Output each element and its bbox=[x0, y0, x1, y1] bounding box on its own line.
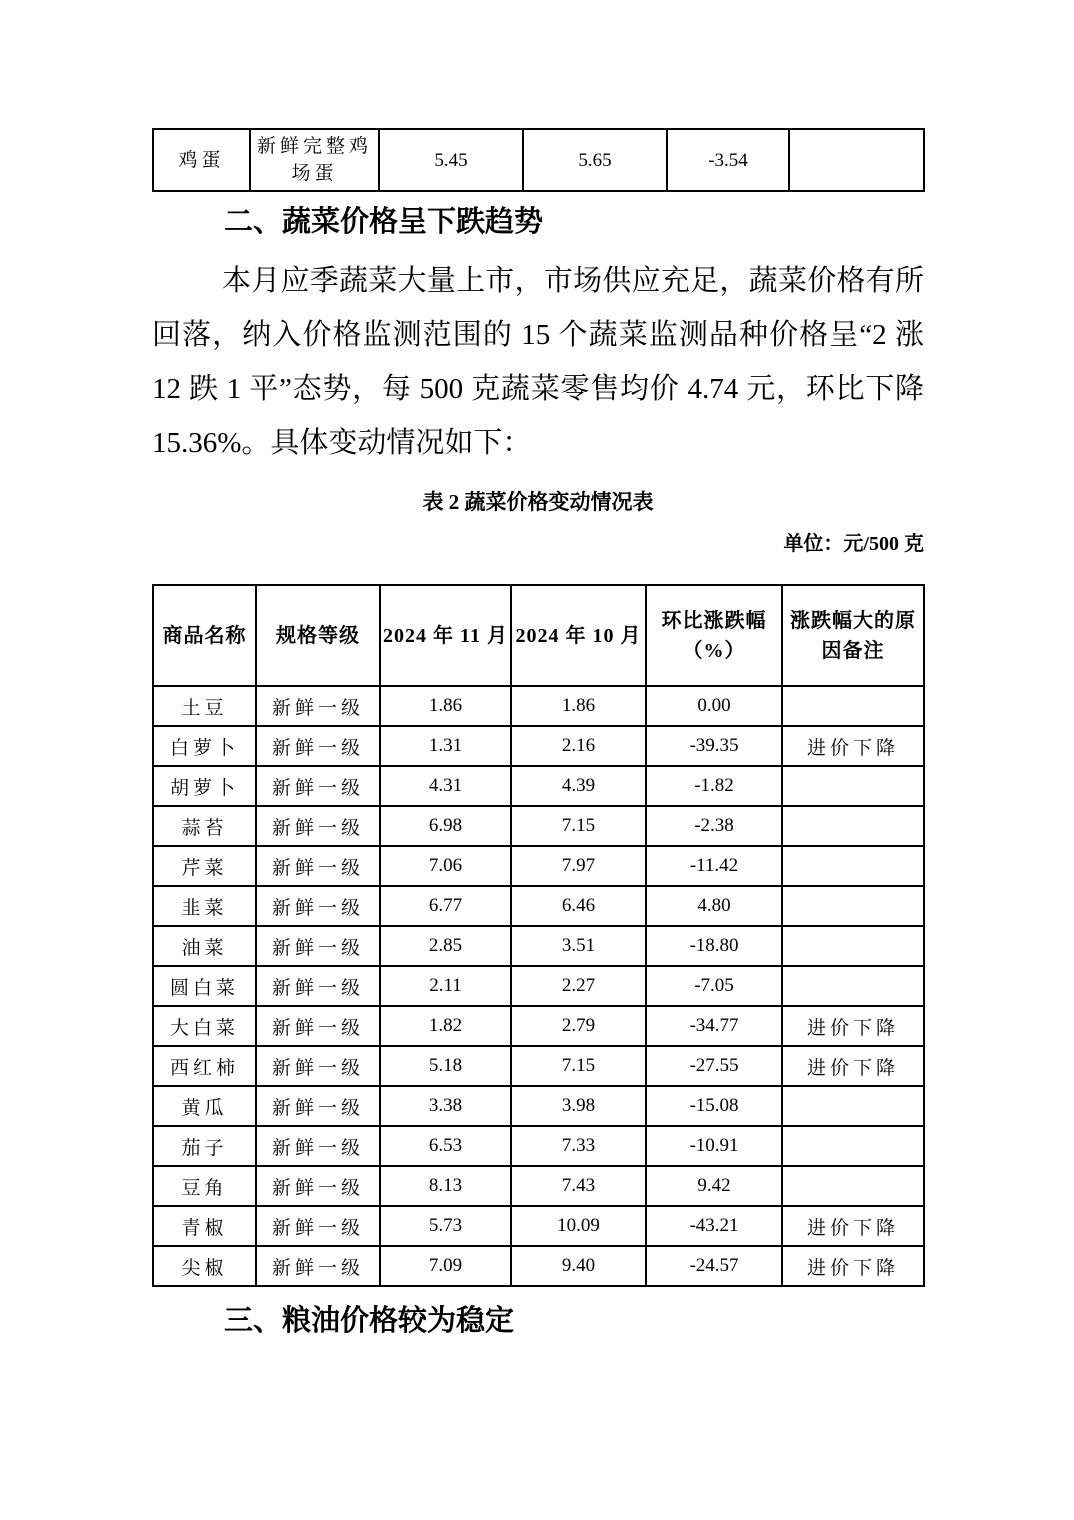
spec-grade-cell: 新鲜一级 bbox=[256, 686, 380, 726]
change-percent-cell: 0.00 bbox=[646, 686, 782, 726]
table-row bbox=[153, 966, 924, 1006]
change-percent-cell: -10.91 bbox=[646, 1126, 782, 1166]
spec-grade-cell: 新鲜一级 bbox=[256, 846, 380, 886]
table-row bbox=[153, 846, 924, 886]
reason-cell bbox=[782, 1126, 924, 1166]
price-current-cell: 1.86 bbox=[380, 686, 511, 726]
price-current-cell: 1.82 bbox=[380, 1006, 511, 1046]
change-percent-cell: -43.21 bbox=[646, 1206, 782, 1246]
spec-grade-cell: 新鲜一级 bbox=[256, 886, 380, 926]
price-current-cell: 7.06 bbox=[380, 846, 511, 886]
price-current-cell: 4.31 bbox=[380, 766, 511, 806]
price-previous-cell: 3.51 bbox=[511, 926, 646, 966]
product-name-cell: 茄子 bbox=[153, 1126, 256, 1166]
price-current-cell: 6.98 bbox=[380, 806, 511, 846]
change-percent-cell: -2.38 bbox=[646, 806, 782, 846]
price-current-cell: 3.38 bbox=[380, 1086, 511, 1126]
product-name-cell: 油菜 bbox=[153, 926, 256, 966]
product-name-cell: 圆白菜 bbox=[153, 966, 256, 1006]
spec-grade-cell: 新鲜一级 bbox=[256, 966, 380, 1006]
reason-cell: 进价下降 bbox=[782, 726, 924, 766]
change-percent-cell: -34.77 bbox=[646, 1006, 782, 1046]
price-current-cell: 7.09 bbox=[380, 1246, 511, 1286]
price-current-cell: 5.45 bbox=[379, 129, 523, 191]
price-current-cell: 1.31 bbox=[380, 726, 511, 766]
price-current-cell: 8.13 bbox=[380, 1166, 511, 1206]
column-header-price-previous: 2024 年 10 月 bbox=[511, 585, 646, 686]
reason-cell bbox=[782, 806, 924, 846]
price-previous-cell: 7.43 bbox=[511, 1166, 646, 1206]
price-current-cell: 2.85 bbox=[380, 926, 511, 966]
table-2-title: 表 2 蔬菜价格变动情况表 bbox=[422, 490, 654, 514]
column-header-reason: 涨跌幅大的原因备注 bbox=[782, 585, 924, 686]
price-previous-cell: 2.16 bbox=[511, 726, 646, 766]
spec-grade-cell: 新鲜一级 bbox=[256, 726, 380, 766]
price-previous-cell: 1.86 bbox=[511, 686, 646, 726]
change-percent-cell: -1.82 bbox=[646, 766, 782, 806]
table-row bbox=[153, 766, 924, 806]
spec-grade-cell: 新鲜一级 bbox=[256, 1126, 380, 1166]
spec-grade-cell: 新鲜一级 bbox=[256, 926, 380, 966]
column-header-product-name: 商品名称 bbox=[153, 585, 256, 686]
table-row bbox=[153, 1086, 924, 1126]
reason-cell bbox=[782, 1166, 924, 1206]
product-name-cell: 西红柿 bbox=[153, 1046, 256, 1086]
spec-grade-cell: 新鲜一级 bbox=[256, 766, 380, 806]
spec-grade-cell: 新鲜一级 bbox=[256, 1206, 380, 1246]
price-previous-cell: 10.09 bbox=[511, 1206, 646, 1246]
table-row bbox=[153, 1126, 924, 1166]
column-header-change-percent: 环比涨跌幅（%） bbox=[646, 585, 782, 686]
reason-cell bbox=[782, 686, 924, 726]
egg-price-table bbox=[152, 128, 925, 192]
column-header-spec-grade: 规格等级 bbox=[256, 585, 380, 686]
section-2-heading: 二、蔬菜价格呈下跌趋势 bbox=[224, 206, 544, 238]
spec-grade-cell: 新鲜一级 bbox=[256, 1166, 380, 1206]
price-previous-cell: 4.39 bbox=[511, 766, 646, 806]
product-name-cell: 豆角 bbox=[153, 1166, 256, 1206]
table-row bbox=[153, 1046, 924, 1086]
table-row bbox=[153, 806, 924, 846]
product-name-cell: 鸡蛋 bbox=[153, 129, 250, 191]
table-2-unit-label: 单位：元/500 克 bbox=[783, 533, 924, 555]
reason-cell: 进价下降 bbox=[782, 1006, 924, 1046]
product-name-cell: 大白菜 bbox=[153, 1006, 256, 1046]
table-row bbox=[153, 129, 924, 191]
product-name-cell: 黄瓜 bbox=[153, 1086, 256, 1126]
product-name-cell: 芹菜 bbox=[153, 846, 256, 886]
change-percent-cell: -11.42 bbox=[646, 846, 782, 886]
reason-cell bbox=[782, 766, 924, 806]
price-previous-cell: 2.27 bbox=[511, 966, 646, 1006]
reason-cell: 进价下降 bbox=[782, 1046, 924, 1086]
change-percent-cell: 4.80 bbox=[646, 886, 782, 926]
column-header-price-current: 2024 年 11 月 bbox=[380, 585, 511, 686]
product-name-cell: 土豆 bbox=[153, 686, 256, 726]
price-current-cell: 6.77 bbox=[380, 886, 511, 926]
price-previous-cell: 3.98 bbox=[511, 1086, 646, 1126]
table-row bbox=[153, 886, 924, 926]
price-previous-cell: 9.40 bbox=[511, 1246, 646, 1286]
section-2-paragraph: 本月应季蔬菜大量上市，市场供应充足，蔬菜价格有所回落，纳入价格监测范围的 15 个蔬菜监测品种价格呈“2 涨 12 跌 1 平”态势，每 500 克蔬菜零售均价 4.74 元，环比下降 15.36%。具体变动情况如下： bbox=[152, 265, 924, 459]
price-previous-cell: 6.46 bbox=[511, 886, 646, 926]
table-row bbox=[153, 1006, 924, 1046]
product-name-cell: 青椒 bbox=[153, 1206, 256, 1246]
change-percent-cell: -15.08 bbox=[646, 1086, 782, 1126]
change-percent-cell: 9.42 bbox=[646, 1166, 782, 1206]
product-name-cell: 胡萝卜 bbox=[153, 766, 256, 806]
price-previous-cell: 7.15 bbox=[511, 806, 646, 846]
section-3-heading: 三、粮油价格较为稳定 bbox=[224, 1305, 515, 1337]
reason-cell bbox=[789, 129, 924, 191]
document-content bbox=[152, 0, 924, 1339]
table-row bbox=[153, 926, 924, 966]
change-percent-cell: -7.05 bbox=[646, 966, 782, 1006]
vegetable-price-table bbox=[152, 584, 925, 1287]
reason-cell bbox=[782, 926, 924, 966]
table-row bbox=[153, 726, 924, 766]
spec-grade-cell: 新鲜完整鸡场蛋 bbox=[250, 129, 379, 191]
spec-grade-cell: 新鲜一级 bbox=[256, 1046, 380, 1086]
table-row bbox=[153, 1206, 924, 1246]
reason-cell bbox=[782, 846, 924, 886]
change-percent-cell: -27.55 bbox=[646, 1046, 782, 1086]
price-previous-cell: 7.15 bbox=[511, 1046, 646, 1086]
spec-grade-cell: 新鲜一级 bbox=[256, 1246, 380, 1286]
product-name-cell: 蒜苔 bbox=[153, 806, 256, 846]
price-previous-cell: 7.33 bbox=[511, 1126, 646, 1166]
reason-cell bbox=[782, 886, 924, 926]
change-percent-cell: -3.54 bbox=[667, 129, 789, 191]
reason-cell: 进价下降 bbox=[782, 1246, 924, 1286]
price-current-cell: 2.11 bbox=[380, 966, 511, 1006]
price-previous-cell: 2.79 bbox=[511, 1006, 646, 1046]
table-row bbox=[153, 1166, 924, 1206]
spec-grade-cell: 新鲜一级 bbox=[256, 1006, 380, 1046]
spec-grade-cell: 新鲜一级 bbox=[256, 1086, 380, 1126]
product-name-cell: 白萝卜 bbox=[153, 726, 256, 766]
price-current-cell: 5.73 bbox=[380, 1206, 511, 1246]
reason-cell bbox=[782, 966, 924, 1006]
change-percent-cell: -24.57 bbox=[646, 1246, 782, 1286]
price-current-cell: 6.53 bbox=[380, 1126, 511, 1166]
change-percent-cell: -39.35 bbox=[646, 726, 782, 766]
product-name-cell: 尖椒 bbox=[153, 1246, 256, 1286]
product-name-cell: 韭菜 bbox=[153, 886, 256, 926]
price-previous-cell: 5.65 bbox=[523, 129, 667, 191]
price-current-cell: 5.18 bbox=[380, 1046, 511, 1086]
table-row bbox=[153, 686, 924, 726]
change-percent-cell: -18.80 bbox=[646, 926, 782, 966]
table-header-row bbox=[153, 585, 924, 686]
reason-cell bbox=[782, 1086, 924, 1126]
table-row bbox=[153, 1246, 924, 1286]
price-previous-cell: 7.97 bbox=[511, 846, 646, 886]
spec-grade-cell: 新鲜一级 bbox=[256, 806, 380, 846]
reason-cell: 进价下降 bbox=[782, 1206, 924, 1246]
